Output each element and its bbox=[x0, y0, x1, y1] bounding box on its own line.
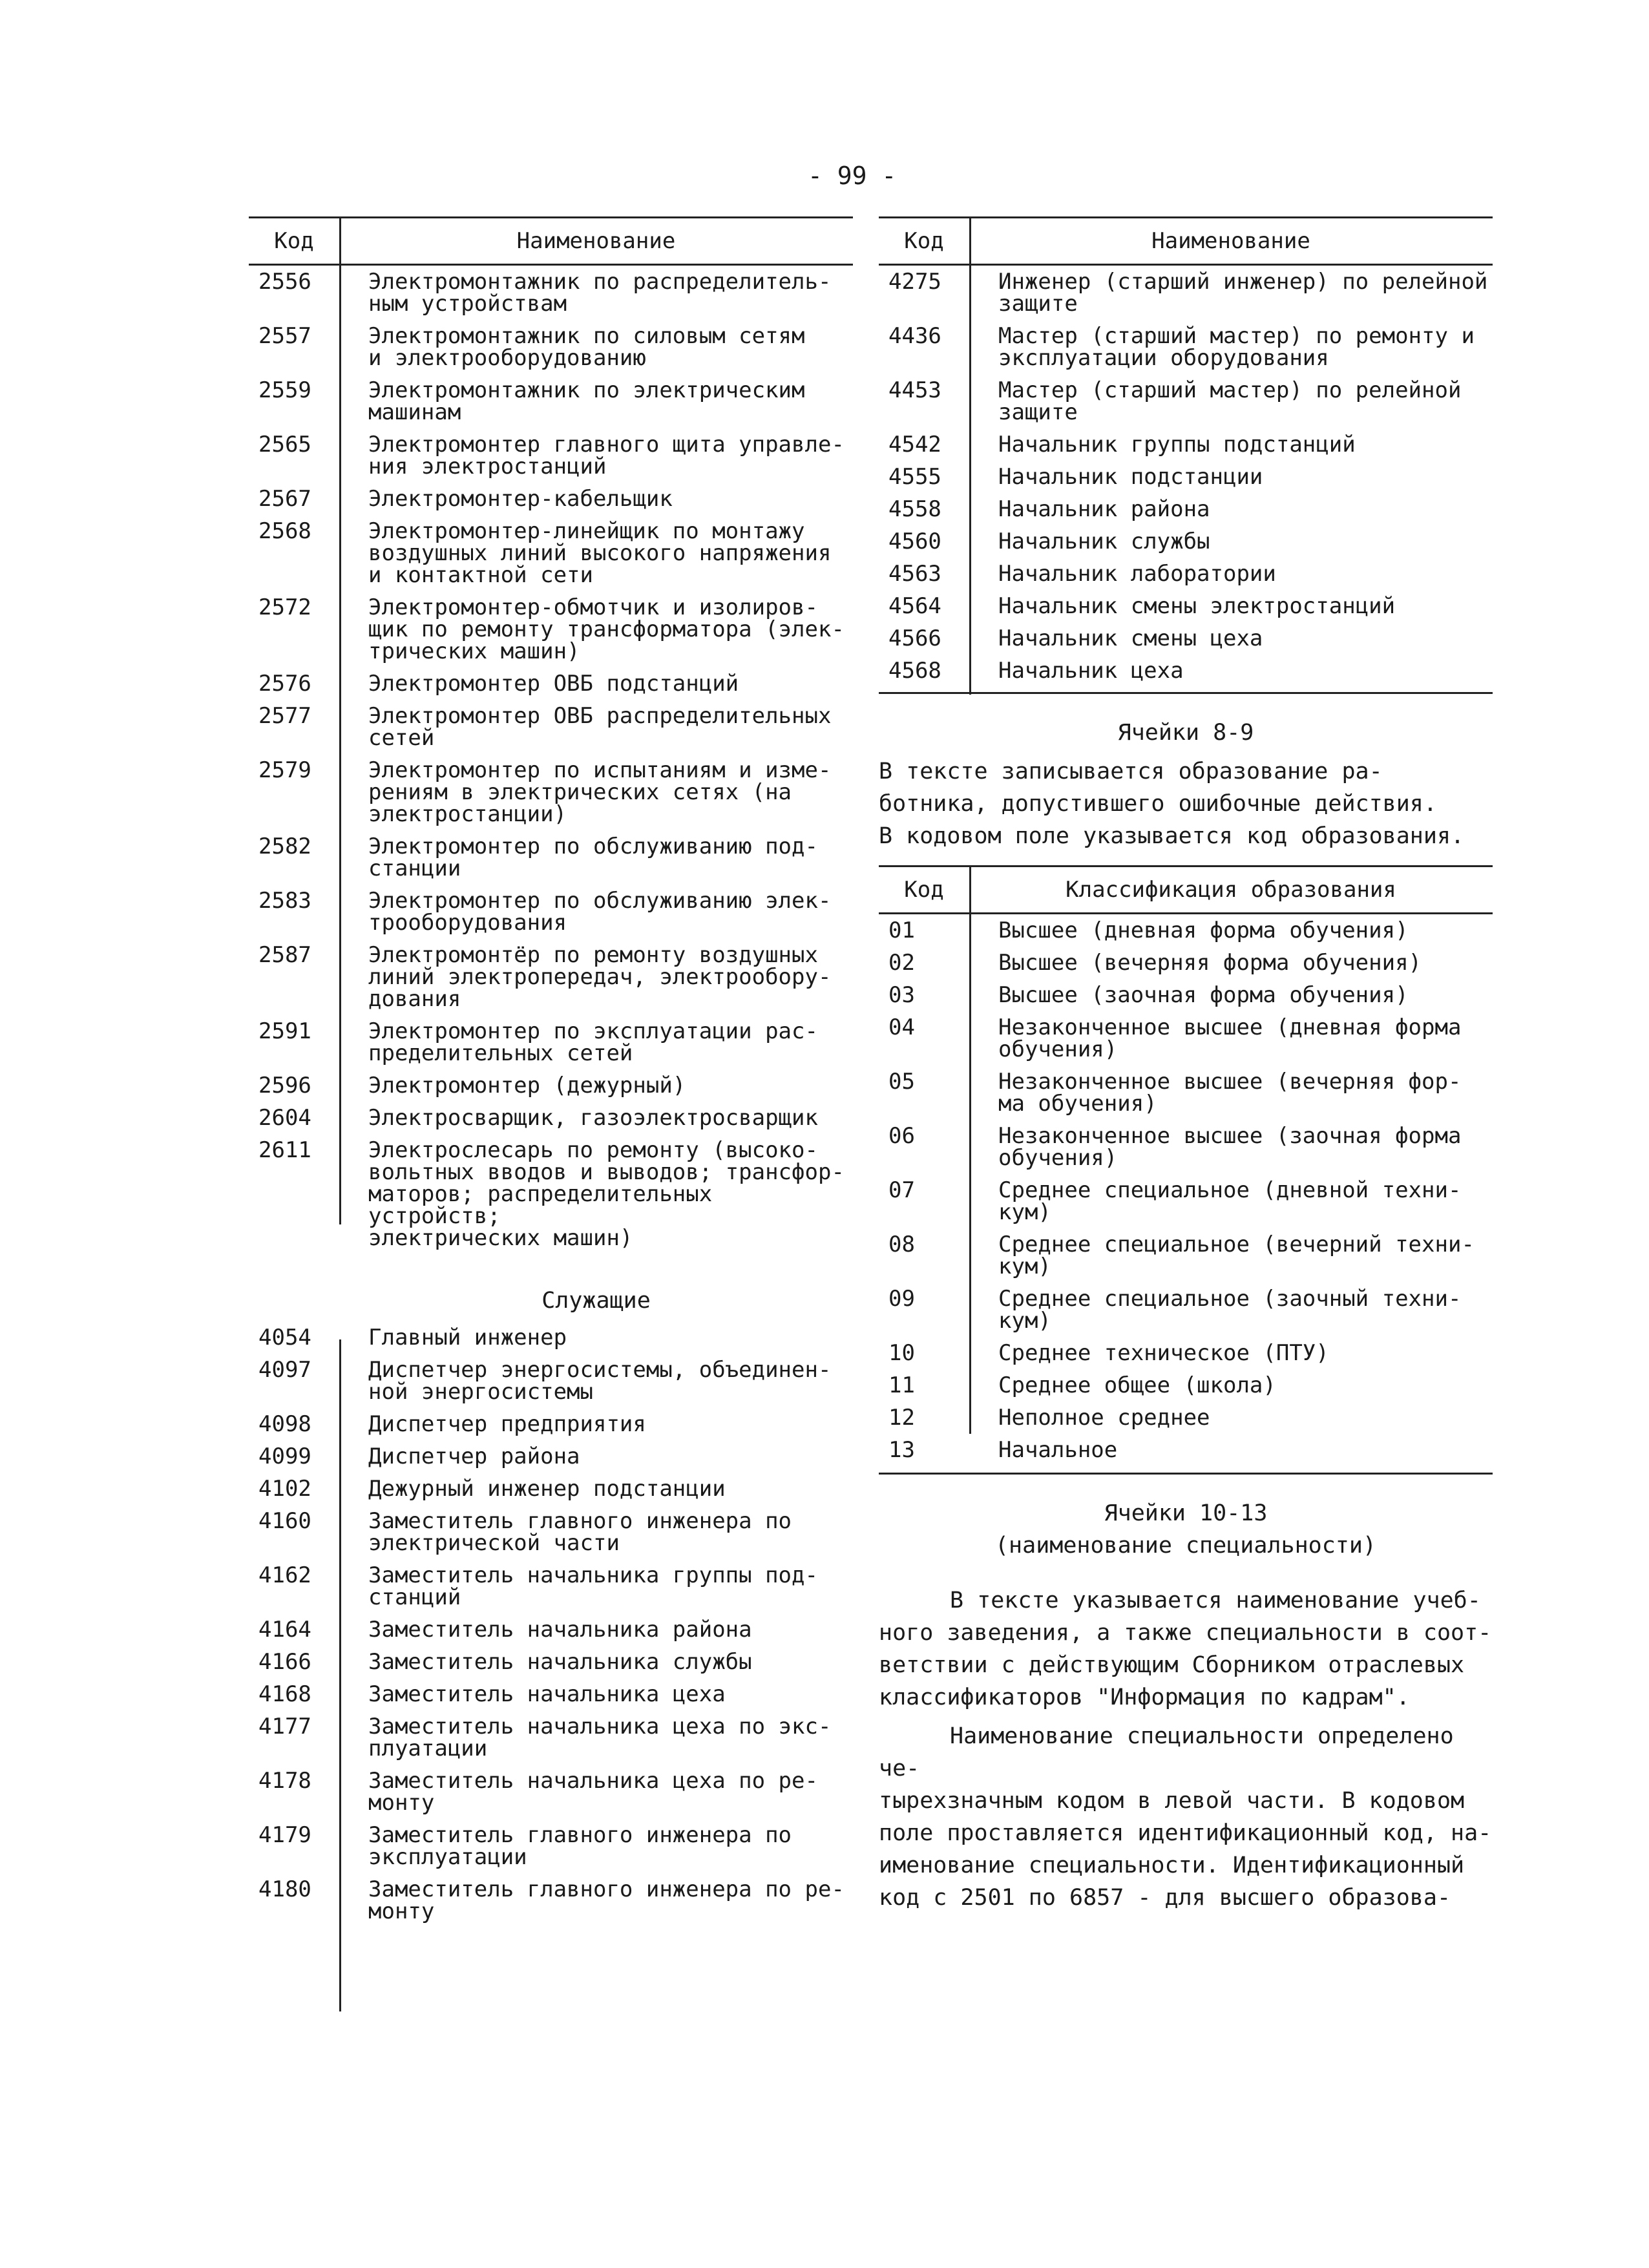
row-name: Начальник лаборатории bbox=[998, 561, 1276, 587]
row-name: Начальник смены электростанций bbox=[998, 593, 1396, 619]
row-name: Заместитель начальника цеха по экс- плуатации bbox=[368, 1714, 832, 1761]
row-name: Электросварщик, газоэлектросварщик bbox=[368, 1105, 818, 1131]
row-name: Электромонтер главного щита управле- ния электростанций bbox=[368, 432, 845, 479]
row-code: 2565 bbox=[258, 432, 311, 457]
header-code: Код bbox=[274, 228, 314, 254]
row-code: 4558 bbox=[888, 496, 941, 522]
subheading-sluzhashchie: Служащие bbox=[541, 1288, 651, 1314]
row-name: Неполное среднее bbox=[998, 1405, 1210, 1431]
row-name: Заместитель главного инженера по электрической части bbox=[368, 1508, 792, 1556]
row-code: 10 bbox=[888, 1340, 915, 1366]
row-code: 03 bbox=[888, 982, 915, 1008]
row-code: 4164 bbox=[258, 1617, 311, 1643]
row-code: 13 bbox=[888, 1437, 915, 1463]
row-code: 2596 bbox=[258, 1073, 311, 1098]
row-code: 2583 bbox=[258, 888, 311, 914]
row-name: Электромонтажник по электрическим машинам bbox=[368, 377, 805, 425]
row-name: Высшее (заочная форма обучения) bbox=[998, 982, 1409, 1008]
row-code: 4566 bbox=[888, 625, 941, 651]
row-code: 2577 bbox=[258, 703, 311, 729]
row-name: Начальник цеха bbox=[998, 658, 1184, 684]
section-8-9-title: Ячейки 8-9 bbox=[1117, 720, 1254, 746]
row-name: Незаконченное высшее (дневная форма обучения) bbox=[998, 1014, 1462, 1062]
row-name: Диспетчер энергосистемы, объединен- ной энергосистемы bbox=[368, 1357, 832, 1405]
education-table bbox=[879, 865, 1493, 1475]
row-name: Электромонтажник по силовым сетям и электрооборудованию bbox=[368, 323, 805, 371]
row-code: 06 bbox=[888, 1123, 915, 1149]
row-code: 4166 bbox=[258, 1649, 311, 1675]
section-10-13-title: Ячейки 10-13 bbox=[1104, 1500, 1268, 1526]
left-table bbox=[249, 216, 853, 1922]
row-name: Электромонтер (дежурный) bbox=[368, 1073, 686, 1098]
row-code: 2559 bbox=[258, 377, 311, 403]
row-name: Главный инженер bbox=[368, 1325, 567, 1350]
table-row bbox=[879, 1439, 1493, 1461]
row-code: 08 bbox=[888, 1232, 915, 1257]
row-name: Начальное bbox=[998, 1437, 1118, 1463]
row-name: Начальник подстанции bbox=[998, 464, 1263, 490]
header-name: Классификация образования bbox=[1066, 877, 1396, 903]
row-code: 2567 bbox=[258, 486, 311, 512]
row-code: 2582 bbox=[258, 834, 311, 859]
row-name: Заместитель главного инженера по ре- монту bbox=[368, 1876, 845, 1924]
row-name: Среднее общее (школа) bbox=[998, 1372, 1276, 1398]
row-code: 02 bbox=[888, 950, 915, 976]
row-code: 12 bbox=[888, 1405, 915, 1431]
row-code: 4453 bbox=[888, 377, 941, 403]
row-code: 4564 bbox=[888, 593, 941, 619]
row-name: Электромонтер-кабельщик bbox=[368, 486, 673, 512]
row-code: 4180 bbox=[258, 1876, 311, 1902]
row-code: 4568 bbox=[888, 658, 941, 684]
row-name: Инженер (старший инженер) по релейной защите bbox=[998, 269, 1488, 317]
row-name: Электромонтажник по распределитель- ным устройствам bbox=[368, 269, 832, 317]
row-name: Заместитель начальника группы под- станций bbox=[368, 1562, 818, 1610]
row-code: 04 bbox=[888, 1014, 915, 1040]
row-code: 4275 bbox=[888, 269, 941, 295]
row-code: 4160 bbox=[258, 1508, 311, 1534]
row-name: Заместитель начальника цеха bbox=[368, 1681, 726, 1707]
row-name: Заместитель начальника района bbox=[368, 1617, 752, 1643]
section-10-13-subtitle: (наименование специальности) bbox=[994, 1533, 1376, 1559]
row-name: Заместитель начальника цеха по ре- монту bbox=[368, 1768, 818, 1816]
row-code: 07 bbox=[888, 1177, 915, 1203]
row-name: Электромонтер по обслуживанию под- станции bbox=[368, 834, 818, 881]
row-name: Электромонтер по эксплуатации рас- пределительных сетей bbox=[368, 1018, 818, 1066]
row-name: Заместитель главного инженера по эксплуатации bbox=[368, 1822, 792, 1870]
row-name: Заместитель начальника службы bbox=[368, 1649, 752, 1675]
row-name: Электрослесарь по ремонту (высоко- вольтных вводов и выводов; трансфор- маторов; распределительных устройств; электрических машин) bbox=[368, 1137, 845, 1251]
row-code: 2611 bbox=[258, 1137, 311, 1163]
header-code: Код bbox=[904, 228, 944, 254]
row-code: 4560 bbox=[888, 529, 941, 554]
row-name: Электромонтёр по ремонту воздушных линий электропередач, электрообору- дования bbox=[368, 942, 832, 1012]
row-code: 4168 bbox=[258, 1681, 311, 1707]
row-code: 09 bbox=[888, 1286, 915, 1312]
row-name: Среднее специальное (дневной техни- кум) bbox=[998, 1177, 1462, 1225]
row-name: Начальник смены цеха bbox=[998, 625, 1263, 651]
row-code: 4054 bbox=[258, 1325, 311, 1350]
right-table bbox=[879, 216, 1493, 694]
row-name: Диспетчер района bbox=[368, 1444, 580, 1469]
section-8-9-text: В тексте записывается образование ра- ботника, допустившего ошибочные действия. В кодовом поле указывается код образования. bbox=[879, 759, 1465, 849]
row-code: 2568 bbox=[258, 518, 311, 544]
row-name: Начальник района bbox=[998, 496, 1210, 522]
row-code: 01 bbox=[888, 918, 915, 943]
row-code: 4179 bbox=[258, 1822, 311, 1848]
row-name: Электромонтер по испытаниям и изме- рениям в электрических сетях (на электростанции) bbox=[368, 757, 832, 827]
right-column bbox=[879, 216, 1493, 1914]
row-code: 2591 bbox=[258, 1018, 311, 1044]
row-code: 4098 bbox=[258, 1411, 311, 1437]
row-code: 2604 bbox=[258, 1105, 311, 1131]
row-name: Среднее техническое (ПТУ) bbox=[998, 1340, 1329, 1366]
row-code: 2579 bbox=[258, 757, 311, 783]
row-code: 05 bbox=[888, 1069, 915, 1095]
row-name: Среднее специальное (заочный техни- кум) bbox=[998, 1286, 1462, 1334]
row-name: Дежурный инженер подстанции bbox=[368, 1476, 726, 1502]
row-name: Среднее специальное (вечерний техни- кум) bbox=[998, 1232, 1475, 1279]
row-name: Мастер (старший мастер) по релейной защите bbox=[998, 377, 1462, 425]
row-code: 2587 bbox=[258, 942, 311, 968]
section-10-13-para1: В тексте указывается наименование учеб- ного заведения, а также специальности в соот- ветствии с действующим Сборником отраслевых классификаторов "Информация по кадрам". bbox=[879, 1588, 1492, 1710]
row-code: 4436 bbox=[888, 323, 941, 349]
row-code: 2572 bbox=[258, 594, 311, 620]
row-name: Высшее (дневная форма обучения) bbox=[998, 918, 1409, 943]
row-name: Электромонтер-линейщик по монтажу воздушных линий высокого напряжения и контактной сети bbox=[368, 518, 832, 588]
row-code: 2576 bbox=[258, 671, 311, 697]
row-code: 4178 bbox=[258, 1768, 311, 1794]
row-name: Начальник группы подстанций bbox=[998, 432, 1356, 457]
row-code: 4563 bbox=[888, 561, 941, 587]
row-name: Незаконченное высшее (заочная форма обучения) bbox=[998, 1123, 1462, 1171]
row-code: 4177 bbox=[258, 1714, 311, 1739]
row-name: Электромонтер ОВБ распределительных сетей bbox=[368, 703, 832, 751]
row-name: Высшее (вечерняя форма обучения) bbox=[998, 950, 1422, 976]
row-code: 2557 bbox=[258, 323, 311, 349]
row-name: Диспетчер предприятия bbox=[368, 1411, 646, 1437]
section-10-13-para2: Наименование специальности определено че- тырехзначным кодом в левой части. В кодовом поле проставляется идентификационный код, на- именование специальности. Идентификационный код с 2501 по 6857 - для высшего образова- bbox=[879, 1723, 1492, 1911]
row-name: Начальник службы bbox=[998, 529, 1210, 554]
row-code: 4162 bbox=[258, 1562, 311, 1588]
header-code: Код bbox=[904, 877, 944, 903]
row-name: Электромонтер-обмотчик и изолиров- щик по ремонту трансформатора (элек- трических машин) bbox=[368, 594, 845, 664]
row-code: 2556 bbox=[258, 269, 311, 295]
row-name: Электромонтер по обслуживанию элек- трооборудования bbox=[368, 888, 832, 936]
row-code: 11 bbox=[888, 1372, 915, 1398]
header-name: Наименование bbox=[1151, 228, 1310, 254]
page-number: - 99 - bbox=[808, 162, 897, 190]
row-name: Мастер (старший мастер) по ремонту и эксплуатации оборудования bbox=[998, 323, 1475, 371]
row-name: Электромонтер ОВБ подстанций bbox=[368, 671, 739, 697]
row-code: 4097 bbox=[258, 1357, 311, 1383]
row-code: 4542 bbox=[888, 432, 941, 457]
row-code: 4102 bbox=[258, 1476, 311, 1502]
header-name: Наименование bbox=[516, 228, 676, 254]
row-code: 4099 bbox=[258, 1444, 311, 1469]
row-code: 4555 bbox=[888, 464, 941, 490]
row-name: Незаконченное высшее (вечерняя фор- ма обучения) bbox=[998, 1069, 1462, 1117]
left-column bbox=[249, 216, 853, 1933]
